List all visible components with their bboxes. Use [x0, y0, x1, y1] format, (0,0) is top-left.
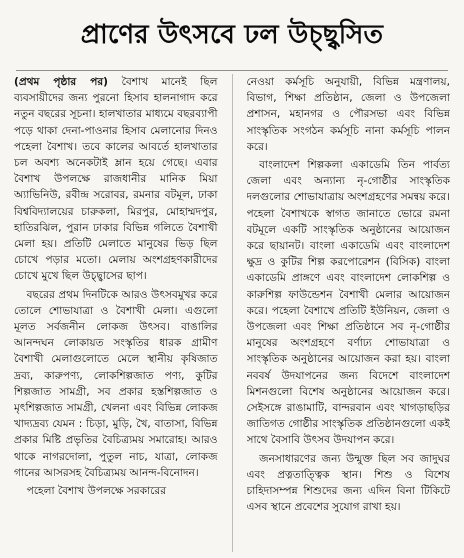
- paragraph: বাংলাদেশ শিল্পকলা একাডেমি তিন পার্বত্য জেলা এবং অন্যান্য নৃ-গোষ্ঠীর সাংস্কৃতিক দলগুলোর শোভাযাত্রায় অংশগ্রহণের সমন্বয় করে। পহেলা বৈশাখকে স্বাগত জানাতে ভোরে রমনা বটমূলে একটি সাংস্কৃতিক অনুষ্ঠানের আয়োজন করে ছায়ানট। বাংলা একাডেমি এবং বাংলাদেশ ক্ষুদ্র ও কুটির শিল্প করপোরেশন (বিসিক) বাংলা একাডেমি প্রাঙ্গণে এবং বাংলাদেশ লোকশিল্প ও কারুশিল্প ফাউন্ডেশন বৈশাখী মেলার আয়োজন করে। পহেলা বৈশাখে প্রতিটি ইউনিয়ন, জেলা ও উপজেলা এবং শিক্ষা প্রতিষ্ঠানে সব নৃ-গোষ্ঠীর মানুষের অংশগ্রহণে বর্ণাঢ্য শোভাযাত্রা ও সাংস্কৃতিক অনুষ্ঠানের আয়োজন করা হয়। বাংলা নববর্ষ উদযাপনের জন্য বিদেশে বাংলাদেশ মিশনগুলো বিশেষ অনুষ্ঠানের আয়োজন করে। সেইসঙ্গে রাঙামাটি, বান্দরবান এবং খাগড়াছড়ির জাতিগত গোষ্ঠীর সাংস্কৃতিক প্রতিষ্ঠানগুলো একই সাথে বৈসাবি উৎসব উদযাপন করে।: [246, 159, 450, 447]
- headline-area: [0, 0, 464, 70]
- column-divider: [232, 74, 233, 552]
- paragraph: জনসাধারণের জন্য উন্মুক্ত ছিল সব জাদুঘর এবং প্রত্নতাত্ত্বিক স্থান। শিশু ও বিশেষ চাহিদাসম্পন্ন শিশুদের জন্য এদিন বিনা টিকিটে এসব স্থানে প্রবেশের সুযোগ রাখা হয়।: [246, 452, 450, 514]
- continued-label: (প্রথম পৃষ্ঠার পর): [14, 76, 108, 88]
- right-column: [247, 74, 451, 552]
- headline: প্রাণের উৎসবে ঢল উচ্ছ্বসিত: [80, 20, 384, 50]
- left-column: [14, 74, 218, 552]
- paragraph: বছরের প্রথম দিনটিকে আরও উৎসবমুখর করে তোলে শোভাযাত্রা ও বৈশাখী মেলা। এগুলো মূলত সর্বজনীন লোকজ উৎসব। বাঙালির আনন্দঘন লোকায়ত সংস্কৃতির ধারক গ্রামীণ বৈশাখী মেলাগুলোতে মেলে স্থানীয় কৃষিজাত দ্রব্য, কারুপণ্য, লোকশিল্পজাত পণ্য, কুটির শিল্পজাত সামগ্রী, সব প্রকার হস্তশিল্পজাত ও মৃৎশিল্পজাত সামগ্রী, খেলনা এবং বিভিন্ন লোকজ খাদ্যদ্রব্য যেমন : চিড়া, মুড়ি, খৈ, বাতাসা, বিভিন্ন প্রকার মিষ্টি প্রভৃতির বৈচিত্র্যময় সমারোহ। আরও থাকে নাগরদোলা, পুতুল নাচ, যাত্রা, লোকজ গানের আসরসহ বৈচিত্র্যময় আনন্দ-বিনোদন।: [14, 288, 218, 479]
- paragraph-text: বৈশাখ মানেই ছিল ব্যবসায়ীদের জন্য পুরনো হিসাব হালনাগাদ করে নতুন বছরের সূচনা। হালখাতার মাধ্যমে বছরব্যাপী পড়ে থাকা দেনা-পাওনার হিসাব মেলানোর দিনও পহেলা বৈশাখ। তবে কালের আবর্তে হালখাতার চল অবশ্য অনেকটাই ম্লান হয়ে গেছে। এবার বৈশাখ উপলক্ষে রাজধানীর মানিক মিয়া অ্যাভিনিউ, রবীন্দ্র সরোবর, রমনার বটমূল, ঢাকা বিশ্ববিদ্যালয়ের চারুকলা, মিরপুর, মোহাম্মদপুর, হাতিরঝিল, পুরান ঢাকার বিভিন্ন গলিতে বৈশাখী মেলা হয়। প্রতিটি মেলাতে মানুষের ভিড় ছিল চোখে পড়ার মতো। মেলায় অংশগ্রহণকারীদের চোখে মুখে ছিল উচ্ছ্বাসের ছাপ।: [14, 76, 218, 283]
- headline-divider: [16, 70, 448, 71]
- paragraph: [14, 74, 218, 285]
- paragraph: পহেলা বৈশাখ উপলক্ষে সরকারের: [26, 485, 166, 498]
- paragraph: নেওয়া কর্মসূচি অনুযায়ী, বিভিন্ন মন্ত্রণালয়, বিভাগ, শিক্ষা প্রতিষ্ঠান, জেলা ও উপজেলা প্রশাসন, মহানগর ও পৌরসভা এবং বিভিন্ন সাংস্কৃতিক সংগঠন কর্মসূচি নানা কর্মসূচি পালন করে।: [246, 76, 450, 153]
- article-body: [14, 74, 450, 552]
